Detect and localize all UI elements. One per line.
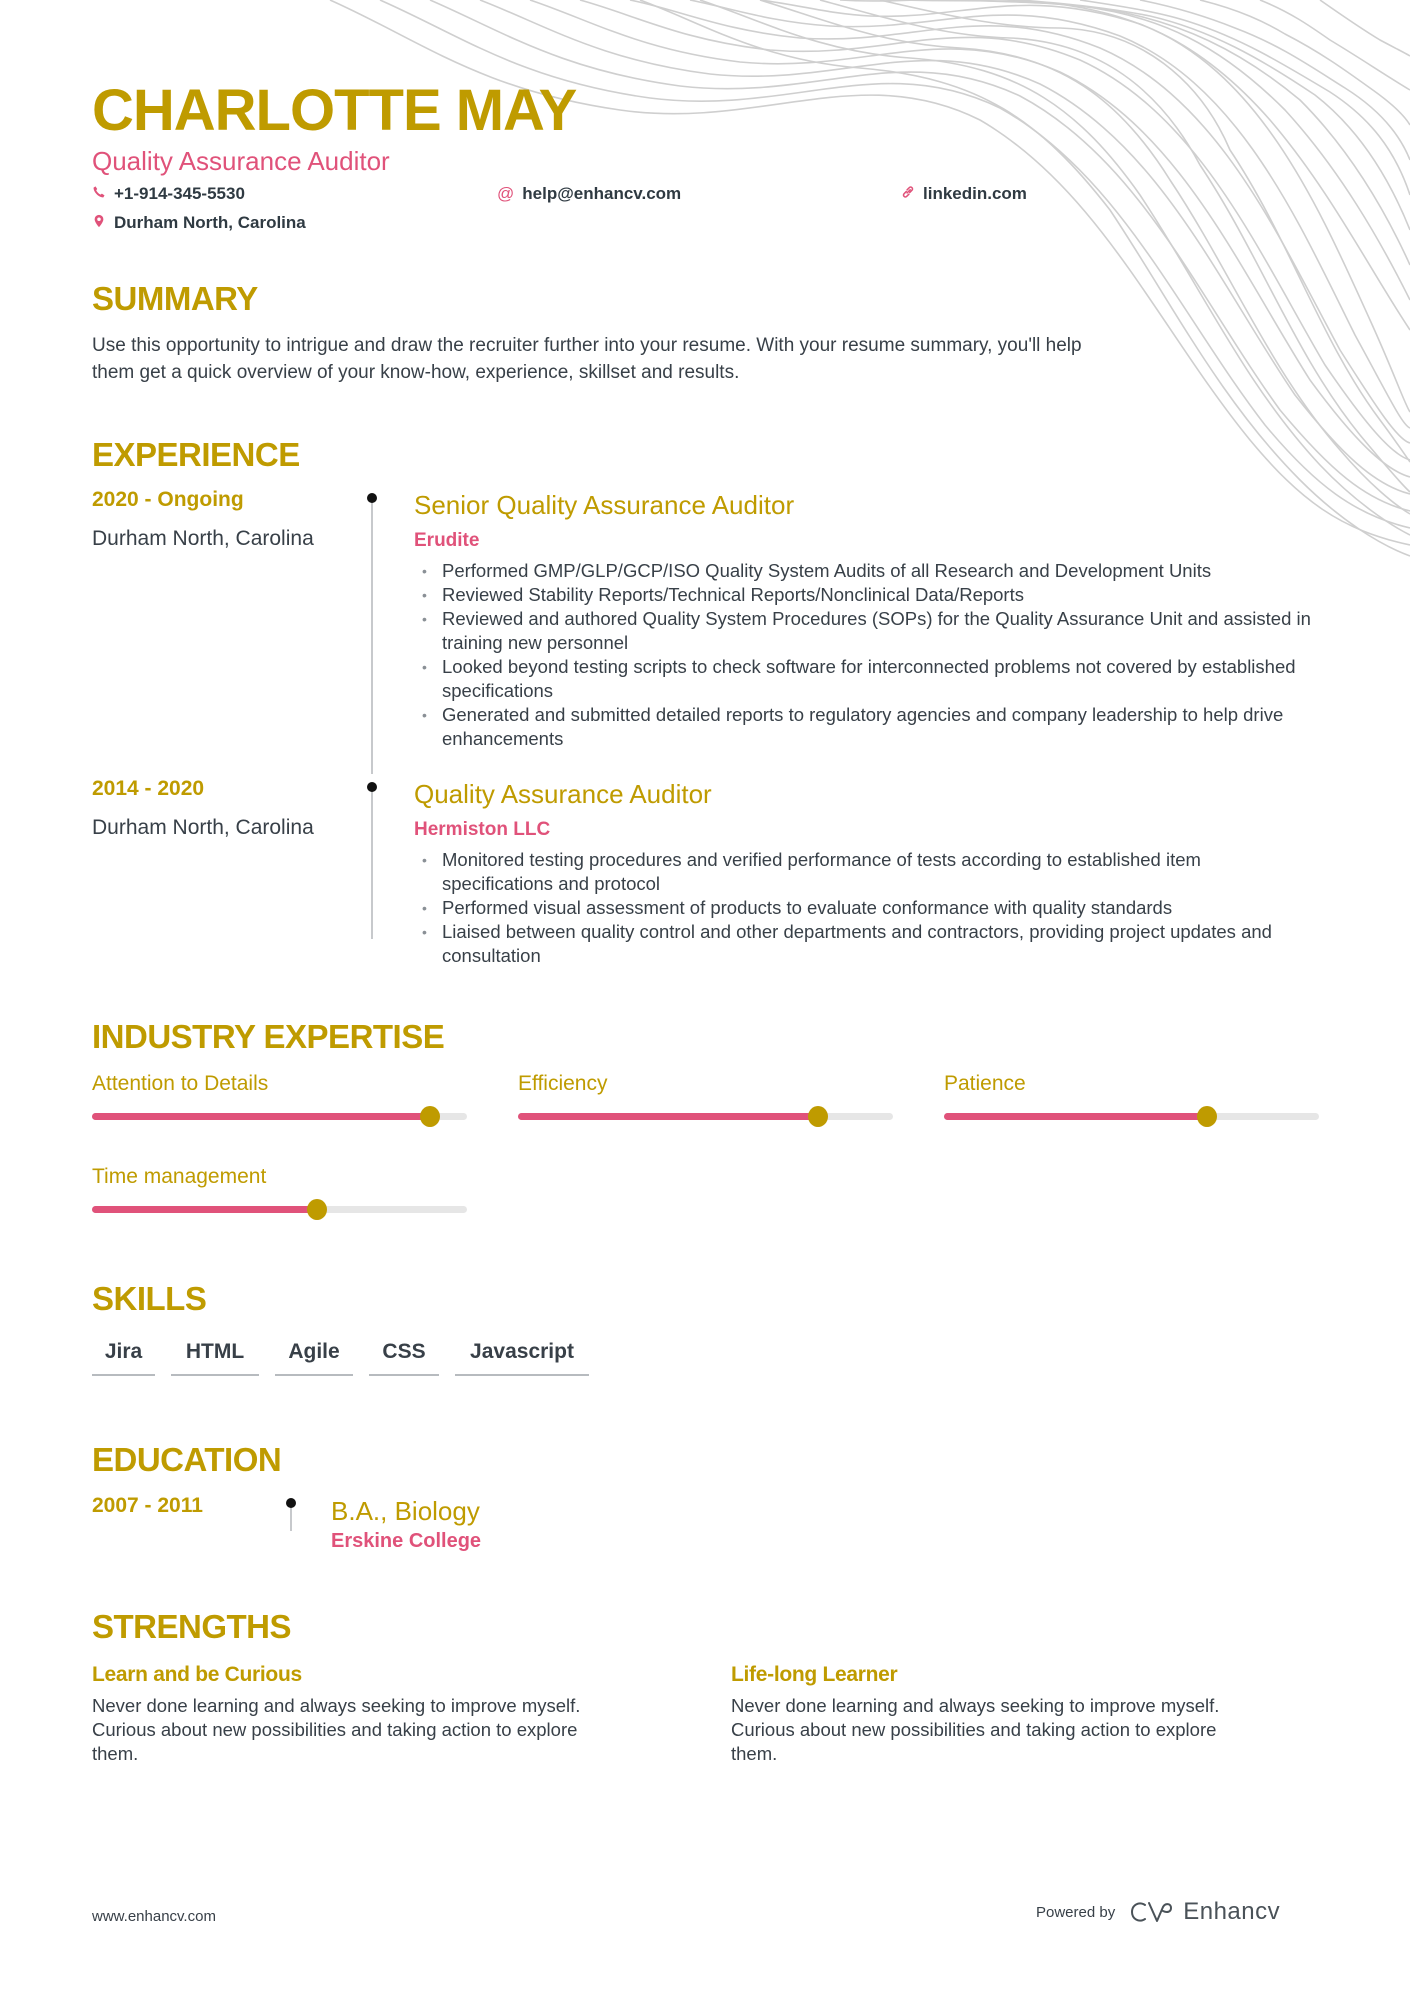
timeline-dot <box>286 1498 296 1508</box>
expertise-bar <box>92 1113 467 1120</box>
strength-description <box>92 1694 692 1766</box>
summary-heading: SUMMARY <box>92 280 258 317</box>
candidate-name: CHARLOTTE MAY <box>92 78 577 143</box>
footer-website-link[interactable]: www.enhancv.com <box>92 1908 216 1925</box>
expertise-bar <box>92 1206 467 1213</box>
timeline-dot <box>367 493 377 503</box>
map-pin-icon <box>92 213 106 233</box>
location-text: Durham North, Carolina <box>114 213 306 232</box>
strength-line: them. <box>731 1743 778 1764</box>
education-dates: 2007 - 2011 <box>92 1494 203 1517</box>
skills-heading: SKILLS <box>92 1280 207 1317</box>
bullet-item: • Performed GMP/GLP/GCP/ISO Quality System Audits of all Research and Development Units <box>414 559 1314 583</box>
expertise-label: Attention to Details <box>92 1072 269 1095</box>
expertise-label: Time management <box>92 1165 267 1188</box>
education-heading: EDUCATION <box>92 1441 282 1478</box>
expertise-bar-fill <box>92 1113 430 1120</box>
powered-by-label: Powered by <box>1036 1903 1116 1921</box>
expertise-bar-fill <box>944 1113 1207 1120</box>
timeline-line <box>371 498 373 774</box>
bullet-item: • Performed visual assessment of products to evaluate conformance with quality standards <box>414 896 1314 920</box>
strength-description <box>731 1694 1331 1766</box>
contact-phone[interactable] <box>92 184 245 204</box>
summary-line: them get a quick overview of your know-how, experience, skillset and results. <box>92 362 740 383</box>
experience-bullets <box>414 848 1314 968</box>
email-text: help@enhancv.com <box>522 184 682 203</box>
bullet-item: • Reviewed and authored Quality System Procedures (SOPs) for the Quality Assurance Unit and assisted in training new personnel <box>414 607 1314 655</box>
experience-role: Quality Assurance Auditor <box>414 779 712 809</box>
experience-bullets <box>414 559 1314 751</box>
expertise-label: Patience <box>944 1072 1026 1095</box>
strength-line: Curious about new possibilities and taking action to explore <box>731 1719 1217 1740</box>
timeline-line <box>371 787 373 939</box>
industry-expertise-heading: INDUSTRY EXPERTISE <box>92 1018 445 1055</box>
bullet-item: • Liaised between quality control and other departments and contractors, providing project updates and consultation <box>414 920 1314 968</box>
experience-heading: EXPERIENCE <box>92 436 300 473</box>
link-icon <box>901 184 915 204</box>
strength-line: Never done learning and always seeking to improve myself. <box>92 1695 581 1716</box>
bullet-item: • Reviewed Stability Reports/Technical Reports/Nonclinical Data/Reports <box>414 583 1314 607</box>
timeline-dot <box>367 782 377 792</box>
expertise-bar <box>518 1113 893 1120</box>
strength-title: Learn and be Curious <box>92 1663 302 1686</box>
strengths-heading: STRENGTHS <box>92 1608 292 1645</box>
expertise-bar-fill <box>518 1113 818 1120</box>
strength-line: them. <box>92 1743 139 1764</box>
experience-location: Durham North, Carolina <box>92 527 314 550</box>
contact-linkedin[interactable] <box>901 184 1027 204</box>
linkedin-text: linkedin.com <box>923 184 1027 203</box>
contact-email[interactable] <box>497 184 681 204</box>
experience-role: Senior Quality Assurance Auditor <box>414 490 795 520</box>
footer-powered-by <box>1036 1898 1280 1926</box>
skill-tag: CSS <box>369 1340 439 1376</box>
enhancv-logo-icon <box>1129 1899 1175 1925</box>
strength-line: Never done learning and always seeking to improve myself. <box>731 1695 1220 1716</box>
skill-tag: HTML <box>171 1340 259 1376</box>
expertise-bar-knob <box>1197 1106 1217 1127</box>
experience-dates: 2014 - 2020 <box>92 777 205 800</box>
strength-line: Curious about new possibilities and taking action to explore <box>92 1719 578 1740</box>
summary-text <box>92 332 1332 386</box>
skill-tag: Javascript <box>455 1340 589 1376</box>
candidate-title: Quality Assurance Auditor <box>92 146 390 176</box>
skill-tag: Agile <box>275 1340 353 1376</box>
expertise-label: Efficiency <box>518 1072 608 1095</box>
education-degree: B.A., Biology <box>331 1496 480 1526</box>
enhancv-brand-text: Enhancv <box>1183 1898 1281 1925</box>
experience-company: Erudite <box>414 530 480 551</box>
bullet-item: • Generated and submitted detailed reports to regulatory agencies and company leadership to help drive enhancements <box>414 703 1314 751</box>
experience-dates: 2020 - Ongoing <box>92 488 244 511</box>
strength-title: Life-long Learner <box>731 1663 898 1686</box>
phone-icon <box>92 184 106 204</box>
expertise-bar-knob <box>808 1106 828 1127</box>
experience-location: Durham North, Carolina <box>92 816 314 839</box>
bullet-item: • Looked beyond testing scripts to check software for interconnected problems not covered by established specifications <box>414 655 1314 703</box>
expertise-bar-knob <box>307 1199 327 1220</box>
education-school: Erskine College <box>331 1530 482 1552</box>
contact-location <box>92 213 306 233</box>
expertise-bar <box>944 1113 1319 1120</box>
summary-line: Use this opportunity to intrigue and draw the recruiter further into your resume. With your resume summary, you'll help <box>92 335 1082 356</box>
expertise-bar-fill <box>92 1206 317 1213</box>
enhancv-logo[interactable] <box>1129 1898 1280 1926</box>
experience-company: Hermiston LLC <box>414 819 551 840</box>
at-icon: @ <box>497 184 515 203</box>
expertise-bar-knob <box>420 1106 440 1127</box>
phone-text: +1-914-345-5530 <box>114 184 245 203</box>
skill-tag: Jira <box>92 1340 155 1376</box>
bullet-item: • Monitored testing procedures and verified performance of tests according to established item specifications and protocol <box>414 848 1314 896</box>
